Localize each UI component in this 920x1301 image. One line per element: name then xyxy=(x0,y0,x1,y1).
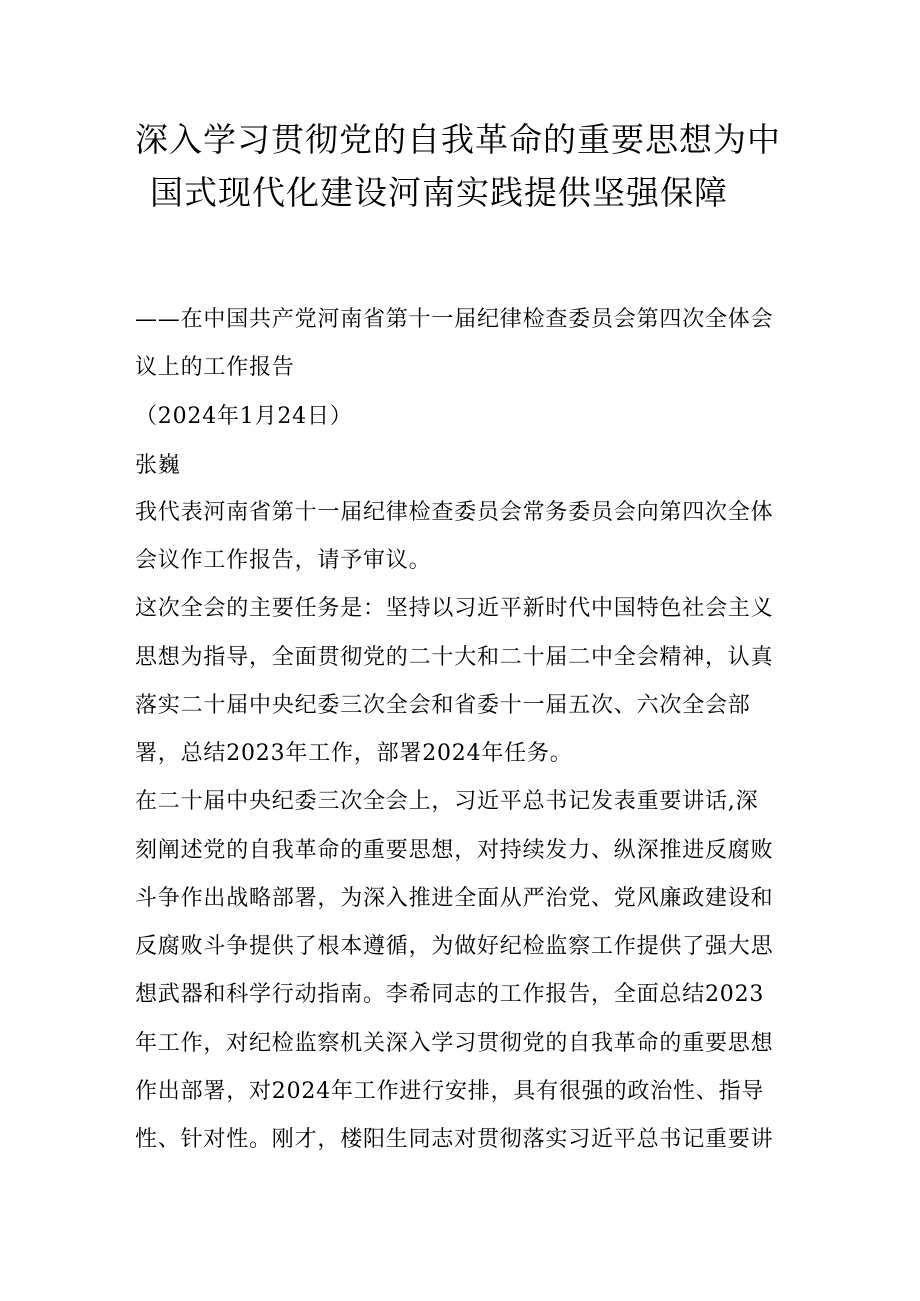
subtitle-line-2: 议上的工作报告 xyxy=(135,355,295,380)
paragraph-2-line-1: 这次全会的主要任务是：坚持以习近平新时代中国特色社会主义 xyxy=(135,596,774,621)
paragraph-3-line-1: 在二十届中央纪委三次全会上，习近平总书记发表重要讲话,深 xyxy=(135,789,759,814)
paragraph-3-line-2: 刻阐述党的自我革命的重要思想，对持续发力、纵深推进反腐败 xyxy=(135,838,774,863)
paragraph-3-line-5: 想武器和科学行动指南。李希同志的工作报告，全面总结2023 xyxy=(135,982,765,1007)
paragraph-2-line-2: 思想为指导，全面贯彻党的二十大和二十届二中全会精神，认真 xyxy=(135,645,774,670)
paragraph-3-line-3: 斗争作出战略部署，为深入推进全面从严治党、党风廉政建设和 xyxy=(135,886,774,911)
report-date: （2024年1月24日） xyxy=(135,404,353,429)
paragraph-3-line-4: 反腐败斗争提供了根本遵循，为做好纪检监察工作提供了强大思 xyxy=(135,934,774,959)
paragraph-1-line-2: 会议作工作报告，请予审议。 xyxy=(135,548,432,573)
paragraph-3-line-8: 性、针对性。刚才，楼阳生同志对贯彻落实习近平总书记重要讲 xyxy=(135,1127,774,1152)
paragraph-3-line-7: 作出部署，对2024年工作进行安排，具有很强的政治性、指导 xyxy=(135,1079,765,1104)
document-title-line-2: 国式现代化建设河南实践提供坚强保障 xyxy=(150,173,728,212)
paragraph-3-line-6: 年工作，对纪检监察机关深入学习贯彻党的自我革命的重要思想 xyxy=(135,1031,774,1056)
subtitle-line-1: ——在中国共产党河南省第十一届纪律检查委员会第四次全体会 xyxy=(135,307,774,332)
paragraph-1-line-1: 我代表河南省第十一届纪律检查委员会常务委员会向第四次全体 xyxy=(135,500,774,525)
paragraph-2-line-4: 署，总结2023年工作，部署2024年任务。 xyxy=(135,741,573,766)
paragraph-2-line-3: 落实二十届中央纪委三次全会和省委十一届五次、六次全会部 xyxy=(135,693,751,718)
author-name: 张巍 xyxy=(135,453,181,478)
document-title-line-1: 深入学习贯彻党的自我革命的重要思想为中 xyxy=(135,120,781,159)
